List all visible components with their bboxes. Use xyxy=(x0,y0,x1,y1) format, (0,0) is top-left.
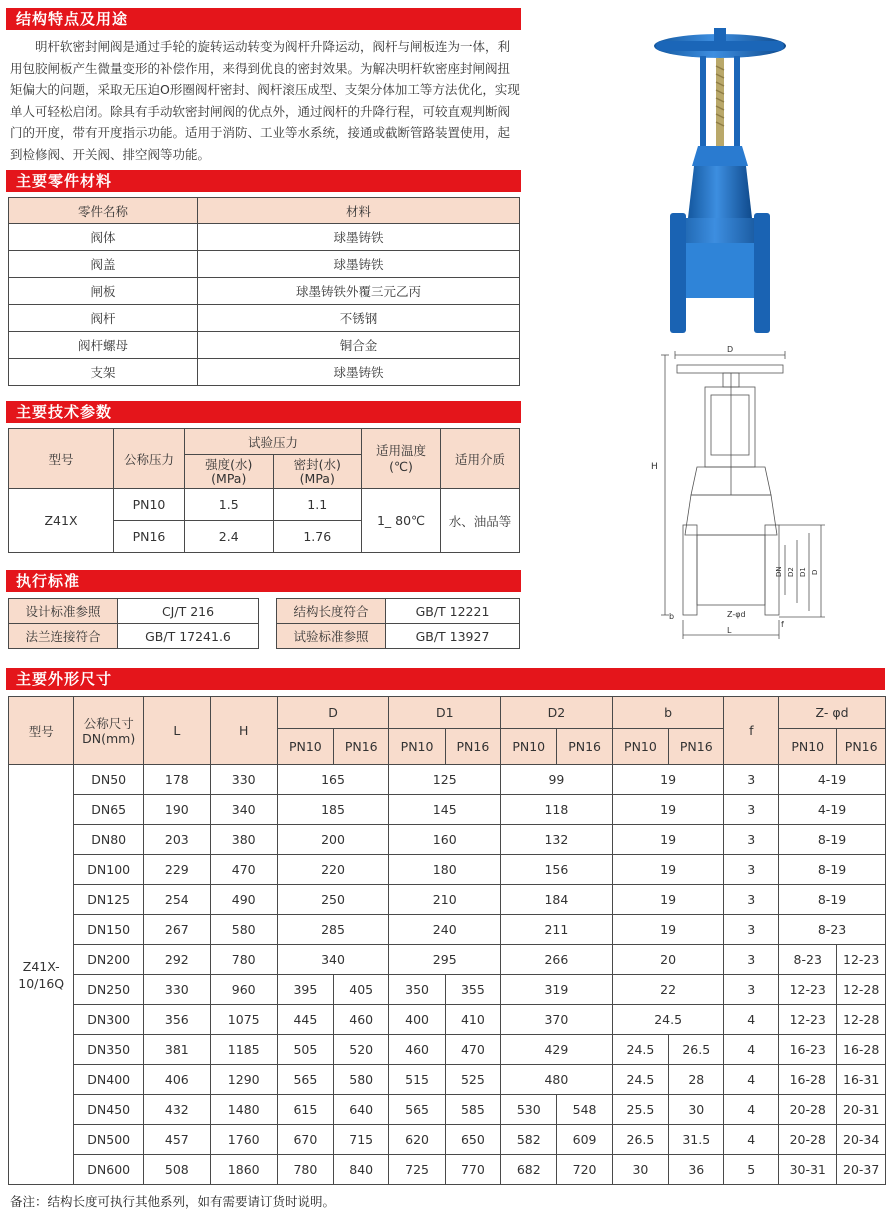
dims-d1: 125 xyxy=(389,765,501,795)
dims-l: 508 xyxy=(143,1155,210,1185)
dims-d-pn16: 715 xyxy=(334,1125,389,1155)
dims-d: 220 xyxy=(277,855,389,885)
dims-z-pn10: 16-28 xyxy=(779,1065,837,1095)
dims-table xyxy=(8,696,886,1185)
part-name: 阀体 xyxy=(9,224,198,251)
part-material: 球墨铸铁 xyxy=(198,224,520,251)
dims-d-pn10: 780 xyxy=(277,1155,333,1185)
table-row xyxy=(9,765,886,795)
dims-b: 19 xyxy=(612,795,724,825)
dims-f: 3 xyxy=(724,795,779,825)
dims-h: 470 xyxy=(210,855,277,885)
part-material: 铜合金 xyxy=(198,332,520,359)
dims-d1: 295 xyxy=(389,945,501,975)
dims-l: 381 xyxy=(143,1035,210,1065)
table-row xyxy=(9,885,886,915)
dims-h: 580 xyxy=(210,915,277,945)
dims-d1-pn10: 565 xyxy=(389,1095,445,1125)
dims-b: 22 xyxy=(612,975,724,1005)
tech-table xyxy=(8,428,520,553)
dims-l: 457 xyxy=(143,1125,210,1155)
table-row xyxy=(9,278,520,305)
dims-z: 4-19 xyxy=(779,795,886,825)
pn16-header: PN16 xyxy=(837,729,886,765)
tech-header-temp xyxy=(362,429,441,489)
dims-z-pn16: 20-31 xyxy=(837,1095,886,1125)
features-title: 结构特点及用途 xyxy=(6,8,521,30)
dims-d2-pn10: 682 xyxy=(501,1155,557,1185)
drawing-label-b: b xyxy=(669,612,675,621)
materials-table xyxy=(8,197,520,386)
tech-medium: 水、油品等 xyxy=(441,489,520,553)
dims-l: 178 xyxy=(143,765,210,795)
dims-d2: 211 xyxy=(501,915,613,945)
tech-pn: PN10 xyxy=(114,489,185,521)
dims-d1-pn10: 460 xyxy=(389,1035,445,1065)
pn10-header: PN10 xyxy=(501,729,557,765)
dims-d-pn10: 505 xyxy=(277,1035,333,1065)
dims-z: 8-19 xyxy=(779,855,886,885)
dims-d1-pn10: 725 xyxy=(389,1155,445,1185)
seal-label: 密封(水) xyxy=(293,456,341,472)
dims-f: 3 xyxy=(724,765,779,795)
drawing-label-f: f xyxy=(781,620,784,629)
part-material: 不锈钢 xyxy=(198,305,520,332)
table-row xyxy=(9,1125,886,1155)
tech-temp: 1_ 80℃ xyxy=(362,489,441,553)
standard-label: 法兰连接符合 xyxy=(9,624,118,649)
temp-unit: (℃) xyxy=(389,458,413,474)
dims-h: 1860 xyxy=(210,1155,277,1185)
dims-b-pn16: 26.5 xyxy=(669,1035,724,1065)
dims-header-f: f xyxy=(724,697,779,765)
dims-h: 1185 xyxy=(210,1035,277,1065)
dims-dn: DN50 xyxy=(74,765,144,795)
tech-title: 主要技术参数 xyxy=(6,401,521,423)
dims-f: 3 xyxy=(724,945,779,975)
tech-header-test: 试验压力 xyxy=(185,429,362,455)
dims-b: 20 xyxy=(612,945,724,975)
drawing-label-d: D xyxy=(727,345,734,354)
dims-header-model: 型号 xyxy=(9,697,74,765)
dims-header-d2: D2 xyxy=(501,697,613,729)
dims-h: 1480 xyxy=(210,1095,277,1125)
standard-label: 试验标准参照 xyxy=(277,624,386,649)
dims-d1: 145 xyxy=(389,795,501,825)
seal-unit: (MPa) xyxy=(299,470,335,486)
dims-b-pn16: 31.5 xyxy=(669,1125,724,1155)
standard-value: GB/T 13927 xyxy=(386,624,520,649)
dims-d1: 160 xyxy=(389,825,501,855)
tech-pn: PN16 xyxy=(114,521,185,553)
dims-d1-pn16: 355 xyxy=(445,975,500,1005)
dims-d-pn16: 520 xyxy=(334,1035,389,1065)
dims-b: 19 xyxy=(612,765,724,795)
dims-d1-pn16: 470 xyxy=(445,1035,500,1065)
dims-l: 190 xyxy=(143,795,210,825)
dims-l: 267 xyxy=(143,915,210,945)
dims-dn: DN80 xyxy=(74,825,144,855)
dims-f: 4 xyxy=(724,1095,779,1125)
strength-label: 强度(水) xyxy=(205,456,253,472)
part-material: 球墨铸铁外覆三元乙丙 xyxy=(198,278,520,305)
tech-header-model: 型号 xyxy=(9,429,114,489)
dims-b: 19 xyxy=(612,855,724,885)
dims-f: 3 xyxy=(724,915,779,945)
table-row xyxy=(9,305,520,332)
dims-z-pn10: 8-23 xyxy=(779,945,837,975)
dims-d: 250 xyxy=(277,885,389,915)
dims-h: 380 xyxy=(210,825,277,855)
table-row xyxy=(9,1155,886,1185)
dims-b: 19 xyxy=(612,825,724,855)
dims-header-d: D xyxy=(277,697,389,729)
pn10-header: PN10 xyxy=(277,729,333,765)
dims-dn: DN600 xyxy=(74,1155,144,1185)
dims-d-pn16: 460 xyxy=(334,1005,389,1035)
dims-header-z: Z- φd xyxy=(779,697,886,729)
dims-l: 292 xyxy=(143,945,210,975)
dims-dn: DN125 xyxy=(74,885,144,915)
dims-f: 5 xyxy=(724,1155,779,1185)
dims-d1-pn10: 620 xyxy=(389,1125,445,1155)
dims-f: 4 xyxy=(724,1005,779,1035)
dims-d2: 266 xyxy=(501,945,613,975)
dims-b-pn10: 30 xyxy=(612,1155,668,1185)
dims-z-pn10: 30-31 xyxy=(779,1155,837,1185)
dims-d1-pn10: 515 xyxy=(389,1065,445,1095)
dims-d1-pn16: 525 xyxy=(445,1065,500,1095)
dims-l: 203 xyxy=(143,825,210,855)
pn16-header: PN16 xyxy=(334,729,389,765)
dims-l: 406 xyxy=(143,1065,210,1095)
dims-header-l: L xyxy=(143,697,210,765)
dims-d1: 180 xyxy=(389,855,501,885)
table-row xyxy=(9,855,886,885)
dims-d2-pn10: 582 xyxy=(501,1125,557,1155)
dims-b: 24.5 xyxy=(612,1005,724,1035)
dims-b-pn16: 28 xyxy=(669,1065,724,1095)
table-row xyxy=(9,599,259,624)
dims-z: 8-23 xyxy=(779,915,886,945)
dims-z-pn10: 20-28 xyxy=(779,1095,837,1125)
dims-model xyxy=(9,765,74,1185)
dims-z-pn16: 12-28 xyxy=(837,975,886,1005)
dims-l: 330 xyxy=(143,975,210,1005)
dims-title: 主要外形尺寸 xyxy=(6,668,885,690)
dims-b-pn16: 30 xyxy=(669,1095,724,1125)
table-row xyxy=(9,359,520,386)
dn-unit: DN(mm) xyxy=(82,730,136,746)
dims-d: 185 xyxy=(277,795,389,825)
dims-d1-pn16: 650 xyxy=(445,1125,500,1155)
dims-d2-pn16: 720 xyxy=(557,1155,612,1185)
dims-h: 1290 xyxy=(210,1065,277,1095)
strength-unit: (MPa) xyxy=(211,470,247,486)
tech-seal: 1.1 xyxy=(273,489,362,521)
dims-z-pn16: 20-34 xyxy=(837,1125,886,1155)
standards-table-right xyxy=(276,598,520,649)
dims-d-pn10: 395 xyxy=(277,975,333,1005)
dims-d2: 319 xyxy=(501,975,613,1005)
tech-header-medium: 适用介质 xyxy=(441,429,520,489)
dims-dn: DN65 xyxy=(74,795,144,825)
dims-d2: 132 xyxy=(501,825,613,855)
tech-header-strength xyxy=(185,455,274,489)
dims-f: 3 xyxy=(724,855,779,885)
dims-d2: 99 xyxy=(501,765,613,795)
dims-header-h: H xyxy=(210,697,277,765)
table-row xyxy=(9,795,886,825)
dims-d: 200 xyxy=(277,825,389,855)
dims-dn: DN250 xyxy=(74,975,144,1005)
pn16-header: PN16 xyxy=(557,729,612,765)
dims-z-pn10: 12-23 xyxy=(779,975,837,1005)
dims-h: 1075 xyxy=(210,1005,277,1035)
drawing-label-d2: D2 xyxy=(787,567,795,577)
pn16-header: PN16 xyxy=(445,729,500,765)
dims-d2: 370 xyxy=(501,1005,613,1035)
standards-table-left xyxy=(8,598,259,649)
dims-h: 960 xyxy=(210,975,277,1005)
dims-f: 3 xyxy=(724,825,779,855)
dims-b-pn10: 25.5 xyxy=(612,1095,668,1125)
table-row xyxy=(9,975,886,1005)
dims-d2-pn16: 548 xyxy=(557,1095,612,1125)
standard-label: 设计标准参照 xyxy=(9,599,118,624)
part-name: 支架 xyxy=(9,359,198,386)
dims-h: 780 xyxy=(210,945,277,975)
dims-d: 285 xyxy=(277,915,389,945)
dims-d1-pn10: 350 xyxy=(389,975,445,1005)
tech-strength: 1.5 xyxy=(185,489,274,521)
dims-header-d1: D1 xyxy=(389,697,501,729)
temp-label: 适用温度 xyxy=(375,442,426,458)
dims-b: 19 xyxy=(612,915,724,945)
dims-b: 19 xyxy=(612,885,724,915)
standard-value: GB/T 17241.6 xyxy=(118,624,259,649)
tech-header-pressure: 公称压力 xyxy=(114,429,185,489)
dims-dn: DN400 xyxy=(74,1065,144,1095)
drawing-label-d1: D1 xyxy=(799,567,807,577)
dims-d2: 184 xyxy=(501,885,613,915)
part-name: 阀盖 xyxy=(9,251,198,278)
dims-d-pn10: 565 xyxy=(277,1065,333,1095)
dims-d2-pn10: 530 xyxy=(501,1095,557,1125)
dims-d: 340 xyxy=(277,945,389,975)
table-row xyxy=(9,332,520,359)
dims-f: 3 xyxy=(724,975,779,1005)
dims-b-pn10: 26.5 xyxy=(612,1125,668,1155)
model-line2: 10/16Q xyxy=(18,975,65,991)
dims-z-pn10: 16-23 xyxy=(779,1035,837,1065)
dims-z: 8-19 xyxy=(779,885,886,915)
dims-h: 490 xyxy=(210,885,277,915)
drawing-label-l: L xyxy=(727,626,732,635)
valve-photo xyxy=(640,8,810,338)
dims-dn: DN450 xyxy=(74,1095,144,1125)
dims-d-pn16: 640 xyxy=(334,1095,389,1125)
dims-z: 8-19 xyxy=(779,825,886,855)
dims-dn: DN100 xyxy=(74,855,144,885)
standard-value: CJ/T 216 xyxy=(118,599,259,624)
footnote: 备注：结构长度可执行其他系列，如有需要请订货时说明。 xyxy=(10,1194,336,1209)
table-row xyxy=(9,1035,886,1065)
dims-z: 4-19 xyxy=(779,765,886,795)
dims-dn: DN500 xyxy=(74,1125,144,1155)
dims-d1: 240 xyxy=(389,915,501,945)
dims-z-pn16: 20-37 xyxy=(837,1155,886,1185)
standard-label: 结构长度符合 xyxy=(277,599,386,624)
dims-d-pn10: 670 xyxy=(277,1125,333,1155)
dims-l: 432 xyxy=(143,1095,210,1125)
model-line1: Z41X- xyxy=(22,958,60,974)
dims-f: 4 xyxy=(724,1125,779,1155)
part-name: 阀杆螺母 xyxy=(9,332,198,359)
dims-dn: DN200 xyxy=(74,945,144,975)
table-row xyxy=(9,251,520,278)
dims-dn: DN300 xyxy=(74,1005,144,1035)
dims-d-pn16: 840 xyxy=(334,1155,389,1185)
drawing-label-h: H xyxy=(651,462,658,472)
dims-d1: 210 xyxy=(389,885,501,915)
dims-d: 165 xyxy=(277,765,389,795)
dims-z-pn10: 20-28 xyxy=(779,1125,837,1155)
standard-value: GB/T 12221 xyxy=(386,599,520,624)
dims-f: 4 xyxy=(724,1035,779,1065)
materials-title: 主要零件材料 xyxy=(6,170,521,192)
table-row xyxy=(9,624,259,649)
table-row xyxy=(277,599,520,624)
dims-d-pn16: 405 xyxy=(334,975,389,1005)
intro-text: 明杆软密封闸阀是通过手轮的旋转运动转变为阀杆升降运动，阀杆与闸板连为一体，利用包胶闸板产生微量变形的补偿作用，来得到优良的密封效果。为解决明杆软密座封闸阀扭矩偏大的问题，采取无压迫O形圈阀杆密封、阀杆滚压成型、支架分体加工等方法优化，实现单人可轻松启闭。除具有手动软密封闸阀的优点外，通过阀杆的升降行程，可较直观判断阀门的开度，带有开度指示功能。适用于消防、工业等水系统，接通或截断管路装置使用，起到检修阀、开关阀、排空阀等功能。 xyxy=(10,39,520,162)
dims-z-pn10: 12-23 xyxy=(779,1005,837,1035)
dims-d2-pn16: 609 xyxy=(557,1125,612,1155)
dims-b-pn16: 36 xyxy=(669,1155,724,1185)
table-row xyxy=(9,489,520,521)
table-row xyxy=(277,624,520,649)
table-row xyxy=(9,915,886,945)
dims-l: 356 xyxy=(143,1005,210,1035)
part-material: 球墨铸铁 xyxy=(198,251,520,278)
dims-d1-pn16: 410 xyxy=(445,1005,500,1035)
dims-d2: 118 xyxy=(501,795,613,825)
dims-f: 3 xyxy=(724,885,779,915)
materials-header-material: 材料 xyxy=(198,198,520,224)
dims-l: 229 xyxy=(143,855,210,885)
dn-label: 公称尺寸 xyxy=(83,715,134,731)
dims-z-pn16: 16-31 xyxy=(837,1065,886,1095)
pn10-header: PN10 xyxy=(389,729,445,765)
dims-b-pn10: 24.5 xyxy=(612,1035,668,1065)
table-row xyxy=(9,825,886,855)
part-name: 阀杆 xyxy=(9,305,198,332)
tech-strength: 2.4 xyxy=(185,521,274,553)
dims-h: 340 xyxy=(210,795,277,825)
dims-b-pn10: 24.5 xyxy=(612,1065,668,1095)
standards-title: 执行标准 xyxy=(6,570,521,592)
table-row xyxy=(9,1065,886,1095)
dims-f: 4 xyxy=(724,1065,779,1095)
tech-model: Z41X xyxy=(9,489,114,553)
pn10-header: PN10 xyxy=(779,729,837,765)
materials-header-part: 零件名称 xyxy=(9,198,198,224)
table-row xyxy=(9,1005,886,1035)
drawing-label-d-side: D xyxy=(811,569,819,575)
dims-d2: 429 xyxy=(501,1035,613,1065)
dims-dn: DN150 xyxy=(74,915,144,945)
dims-z-pn16: 16-28 xyxy=(837,1035,886,1065)
table-row xyxy=(9,945,886,975)
dims-dn: DN350 xyxy=(74,1035,144,1065)
table-row xyxy=(9,1095,886,1125)
dims-z-pn16: 12-28 xyxy=(837,1005,886,1035)
drawing-label-dn: DN xyxy=(775,566,783,577)
dims-header-b: b xyxy=(612,697,724,729)
dims-d-pn10: 445 xyxy=(277,1005,333,1035)
dims-h: 330 xyxy=(210,765,277,795)
tech-header-seal xyxy=(273,455,362,489)
dims-h: 1760 xyxy=(210,1125,277,1155)
table-row xyxy=(9,224,520,251)
part-material: 球墨铸铁 xyxy=(198,359,520,386)
pn16-header: PN16 xyxy=(669,729,724,765)
dims-d1-pn10: 400 xyxy=(389,1005,445,1035)
dims-d2: 156 xyxy=(501,855,613,885)
pn10-header: PN10 xyxy=(612,729,668,765)
dims-z-pn16: 12-23 xyxy=(837,945,886,975)
dims-d1-pn16: 585 xyxy=(445,1095,500,1125)
dims-d-pn10: 615 xyxy=(277,1095,333,1125)
tech-seal: 1.76 xyxy=(273,521,362,553)
dims-l: 254 xyxy=(143,885,210,915)
valve-drawing xyxy=(645,345,830,640)
dims-d1-pn16: 770 xyxy=(445,1155,500,1185)
dims-d2: 480 xyxy=(501,1065,613,1095)
drawing-label-zd: Z-φd xyxy=(727,610,746,619)
part-name: 闸板 xyxy=(9,278,198,305)
dims-d-pn16: 580 xyxy=(334,1065,389,1095)
dims-header-dn xyxy=(74,697,144,765)
